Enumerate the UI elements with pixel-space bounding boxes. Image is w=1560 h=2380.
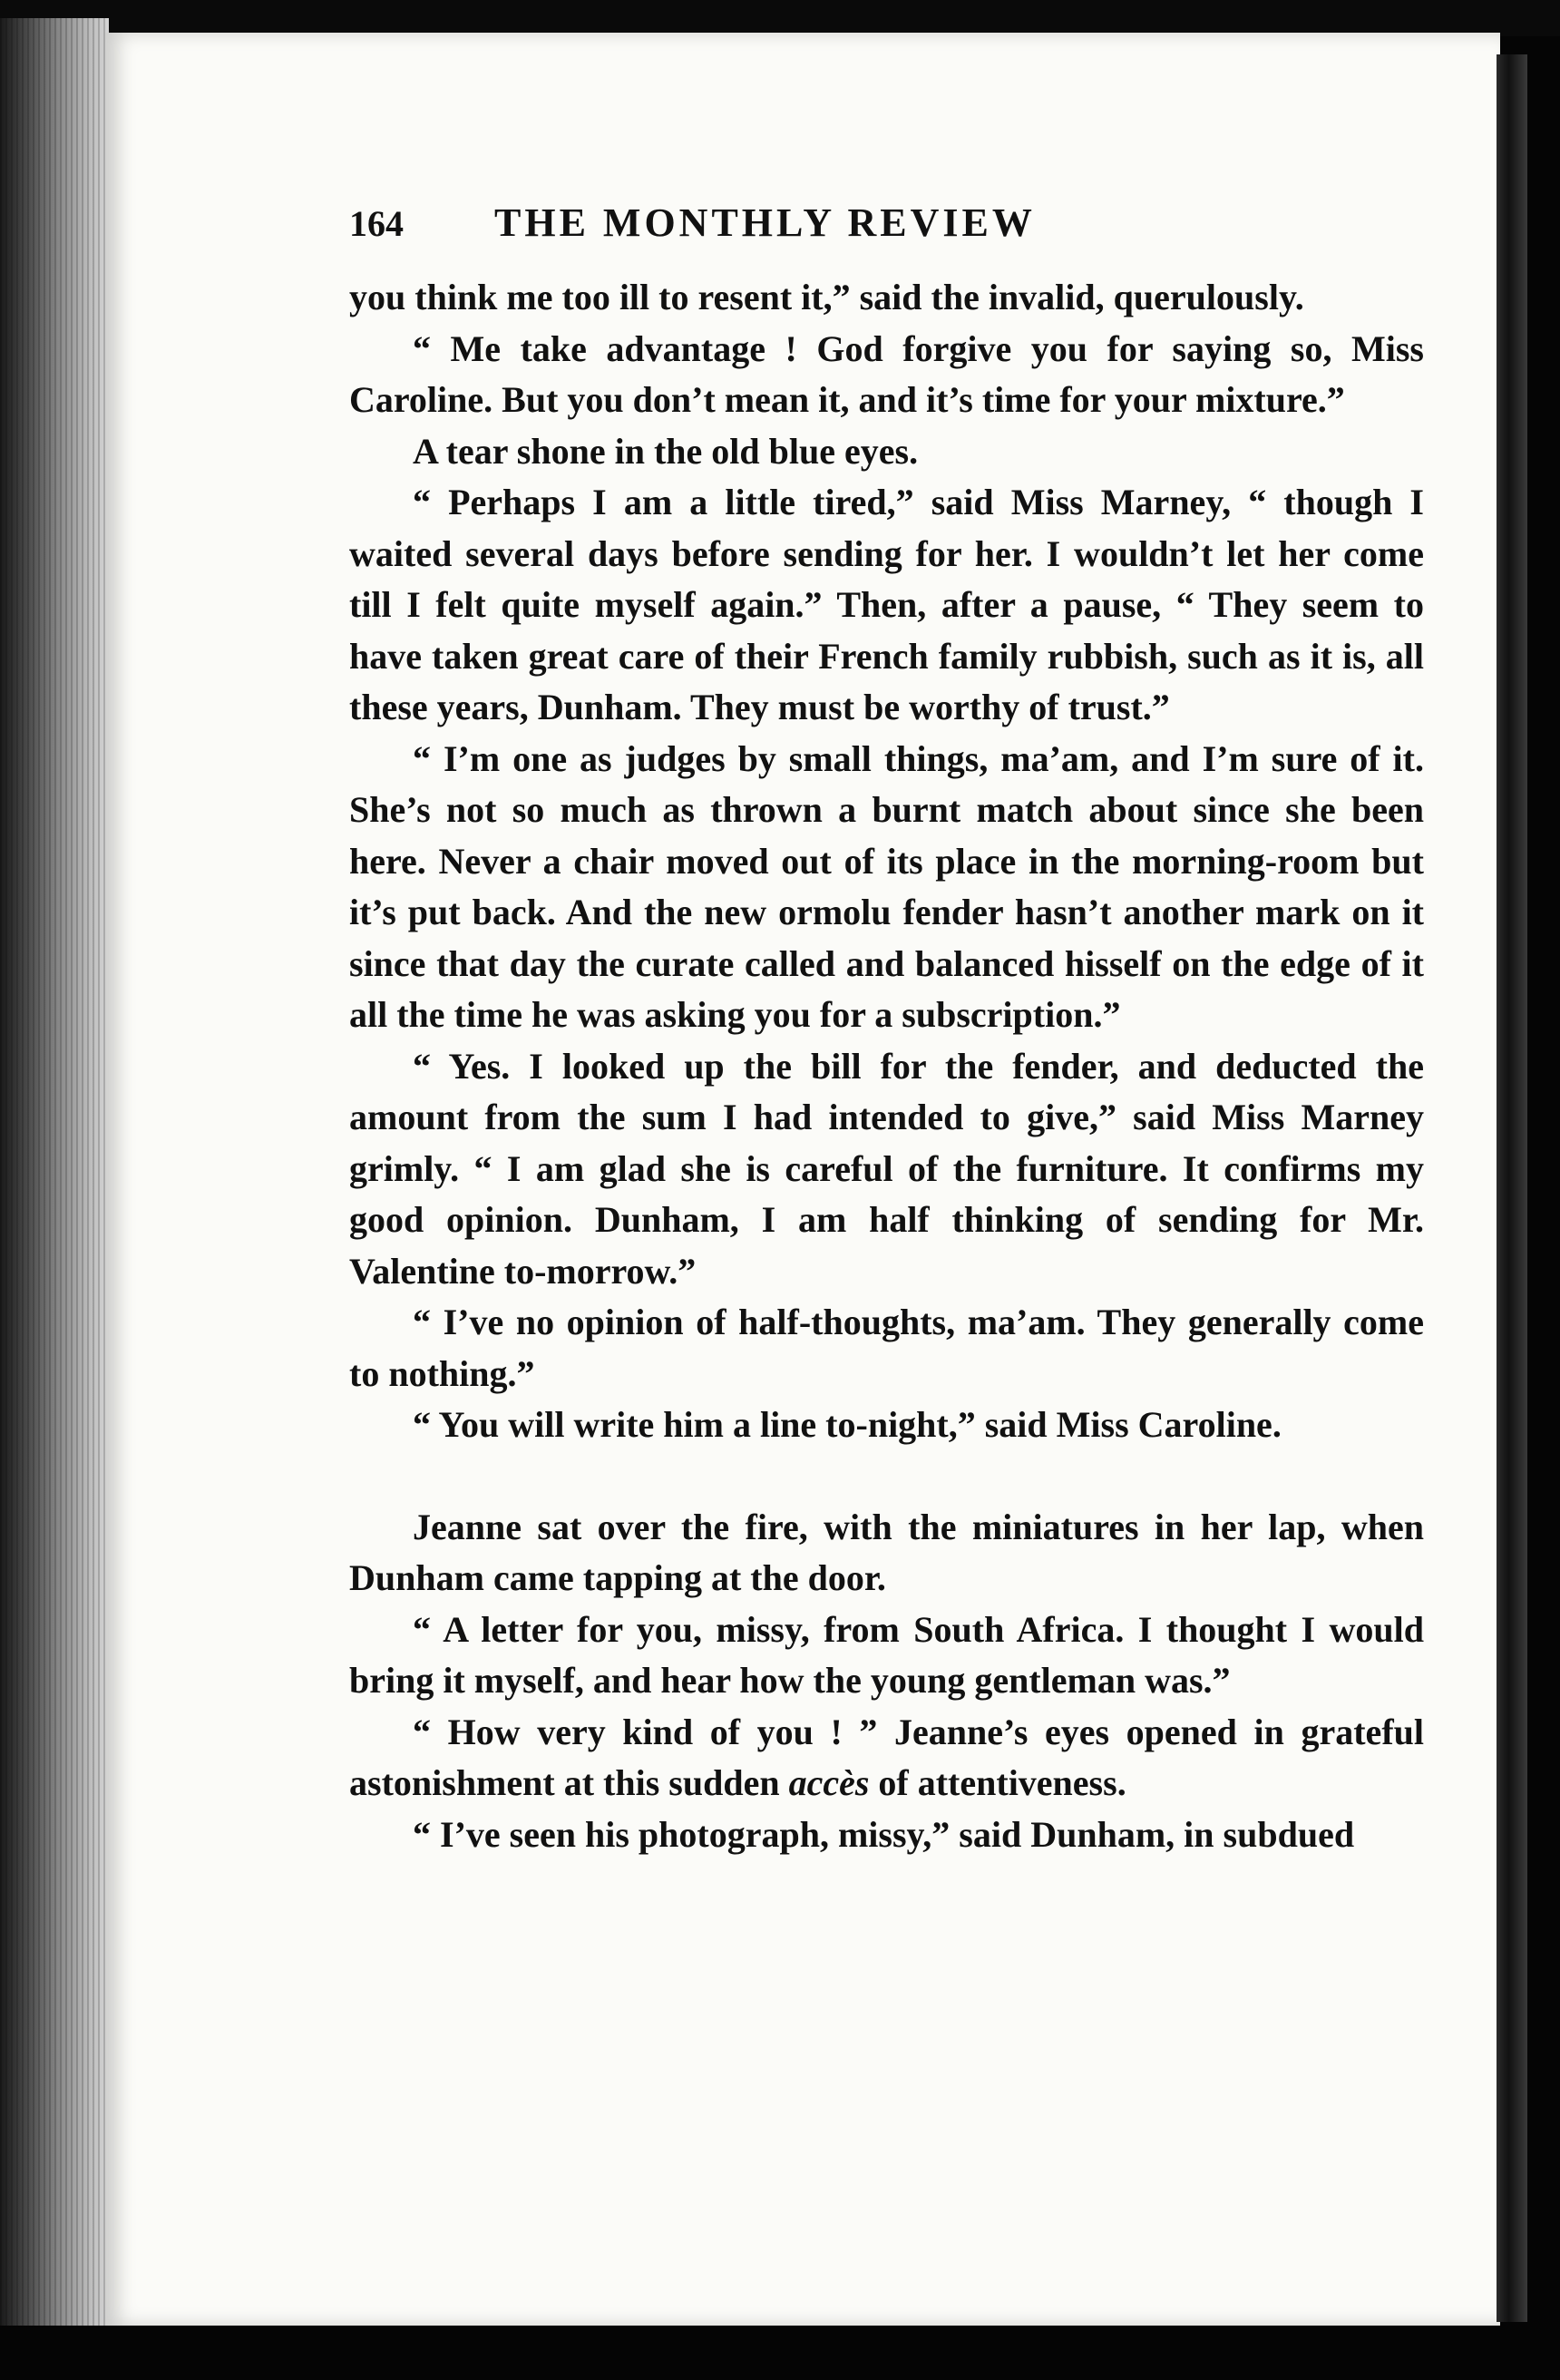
paragraph-3: A tear shone in the old blue eyes. [413, 430, 919, 472]
right-page-edge [1497, 54, 1527, 2322]
paragraph-12: “ I’ve seen his photograph, missy,” said Dunham, in subdued [413, 1813, 1355, 1855]
scan-top-border [0, 0, 1560, 36]
page-text [349, 200, 1424, 1860]
journal-title: THE MONTHLY REVIEW [494, 200, 1036, 245]
paragraph-11-text-before: “ How very kind of you ! ” Jeanne’s eyes opened in grateful astonishment at this sudden [349, 1711, 1424, 1803]
paragraph-4: “ Perhaps I am a little tired,” said Miss Marney, “ though I waited several days before sending for her. I wouldn’t let her come till I felt quite myself again.” Then, after a pause, “ They seem to have taken great care of their French family rubbish, such as it is, all these years, Dunham. They must be worthy of trust.” [349, 482, 1424, 727]
paragraph-8: “ You will write him a line to-night,” said Miss Caroline. [413, 1404, 1282, 1445]
section-break [349, 1451, 1424, 1502]
paragraph-10: “ A letter for you, missy, from South Africa. I thought I would bring it myself, and hear how the young gentleman was.” [349, 1608, 1424, 1701]
paragraph-2: “ Me take advantage ! God forgive you for saying so, Miss Caroline. But you don’t mean it, and it’s time for your mixture.” [349, 327, 1424, 420]
paragraph-7: “ I’ve no opinion of half-thoughts, ma’am. They generally come to nothing.” [349, 1302, 1424, 1394]
spine-texture [0, 18, 109, 2340]
paragraph-11-text-after: of attentiveness. [869, 1762, 1126, 1803]
page-number: 164 [349, 203, 404, 244]
paragraph-9: Jeanne sat over the fire, with the miniatures in her lap, when Dunham came tapping at the door. [349, 1506, 1424, 1598]
scan-bottom-border [0, 2326, 1560, 2380]
paragraph-11 [349, 1707, 1424, 1809]
running-head [349, 200, 1424, 272]
italic-word: accès [788, 1762, 870, 1803]
paragraph-1: you think me too ill to resent it,” said the invalid, querulously. [349, 277, 1304, 317]
paragraph-6: “ Yes. I looked up the bill for the fender, and deducted the amount from the sum I had intended to give,” said Miss Marney grimly. “ I am glad she is careful of the furniture. It confirms my good opinion. Dunham, I am half thinking of sending for Mr. Valentine to-morrow.” [349, 1045, 1424, 1292]
paragraph-5: “ I’m one as judges by small things, ma’am, and I’m sure of it. She’s not so much as thrown a burnt match about since she been here. Never a chair moved out of its place in the morning-room but it’s put back. And the new ormolu fender hasn’t another mark on it since that day the curate called and balanced hisself on the edge of it all the time he was asking you for a subscription.” [349, 737, 1424, 1035]
